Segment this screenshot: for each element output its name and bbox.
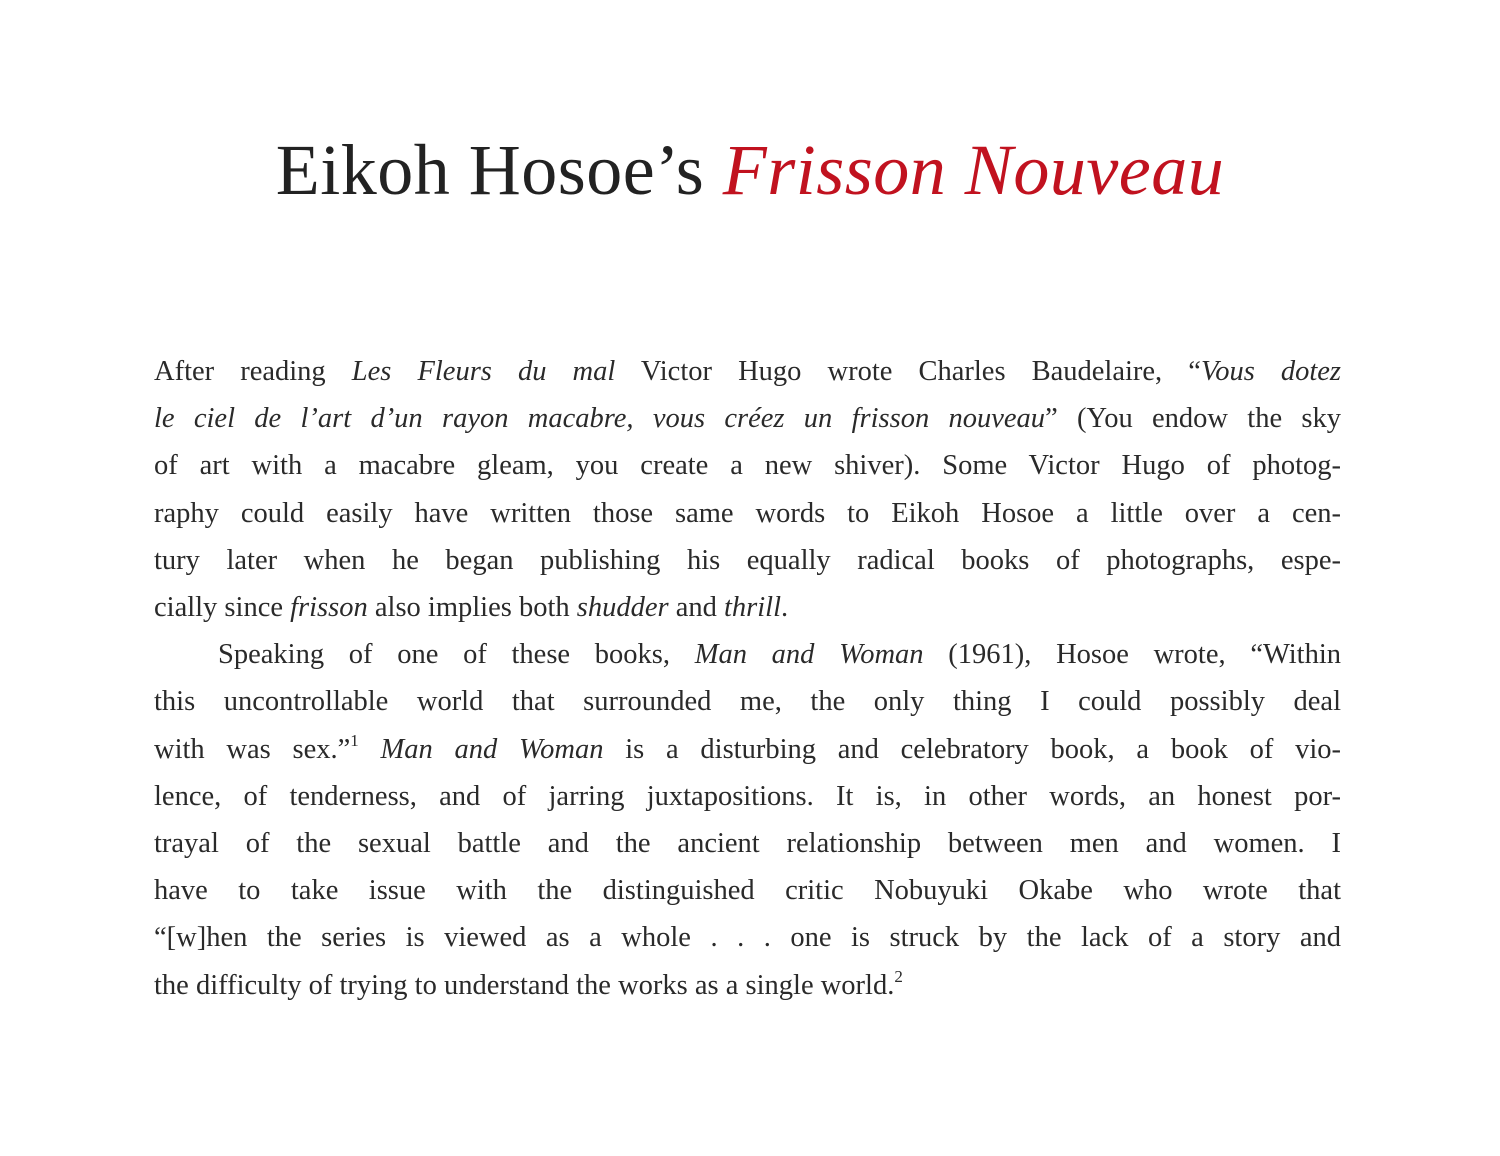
p1-line-6: cially since frisson also implies both shudder and thrill.	[154, 592, 789, 624]
p2-line-8: the difficulty of trying to understand the works as a single world.$^2$	[154, 966, 903, 1001]
p1-line-1: After reading Les Fleurs du mal Victor Hugo wrote Charles Baudelaire, “Vous dotez	[154, 356, 1342, 387]
p2-line-6: have to take issue with the distinguished critic Nobuyuki Okabe who wrote that	[154, 875, 1341, 907]
p1-line-5: tury later when he began publishing his equally radical books of photographs, espe-	[154, 544, 1341, 576]
body-text	[154, 348, 1341, 1009]
p2-line-4: lence, of tenderness, and of jarring juxtapositions. It is, in other words, an honest por-	[154, 780, 1341, 812]
title-name: Eikoh Hosoe’s	[275, 130, 723, 210]
book-title-les-fleurs: Les Fleurs du mal	[351, 356, 616, 387]
p2-line-2: this uncontrollable world that surrounded me, the only thing I could possibly deal	[154, 686, 1341, 718]
p2-line-5: trayal of the sexual battle and the ancient relationship between men and women. I	[154, 828, 1341, 860]
paragraph-2	[154, 631, 1341, 1009]
p1-line-2: le ciel de l’art d’un rayon macabre, vous créez un frisson nouveau” (You endow the sky	[154, 403, 1341, 435]
paragraph-1	[154, 348, 1341, 631]
p2-line-7: “[w]hen the series is viewed as a whole . . . one is struck by the lack of a story and	[154, 922, 1341, 954]
hugo-quote: le ciel de l’art d’un rayon macabre, vous créez un frisson nouveau	[154, 403, 1046, 435]
chapter-title	[0, 128, 1500, 212]
footnote-ref-2[interactable]: 2	[894, 966, 903, 986]
p1-line-3: of art with a macabre gleam, you create a new shiver). Some Victor Hugo of photog-	[154, 450, 1341, 482]
p1-line-4: raphy could easily have written those same words to Eikoh Hosoe a little over a cen-	[154, 497, 1341, 529]
footnote-ref-1[interactable]: 1	[350, 730, 359, 750]
book-title-man-and-woman: Man and Woman	[694, 639, 924, 671]
title-accent: Frisson Nouveau	[722, 130, 1225, 210]
p2-line-3: with was sex.”$^1$ Man and Woman is a disturbing and celebratory book, a book of vio-	[154, 730, 1341, 765]
p2-line-1: Speaking of one of these books, Man and Woman (1961), Hosoe wrote, “Within	[218, 639, 1341, 671]
